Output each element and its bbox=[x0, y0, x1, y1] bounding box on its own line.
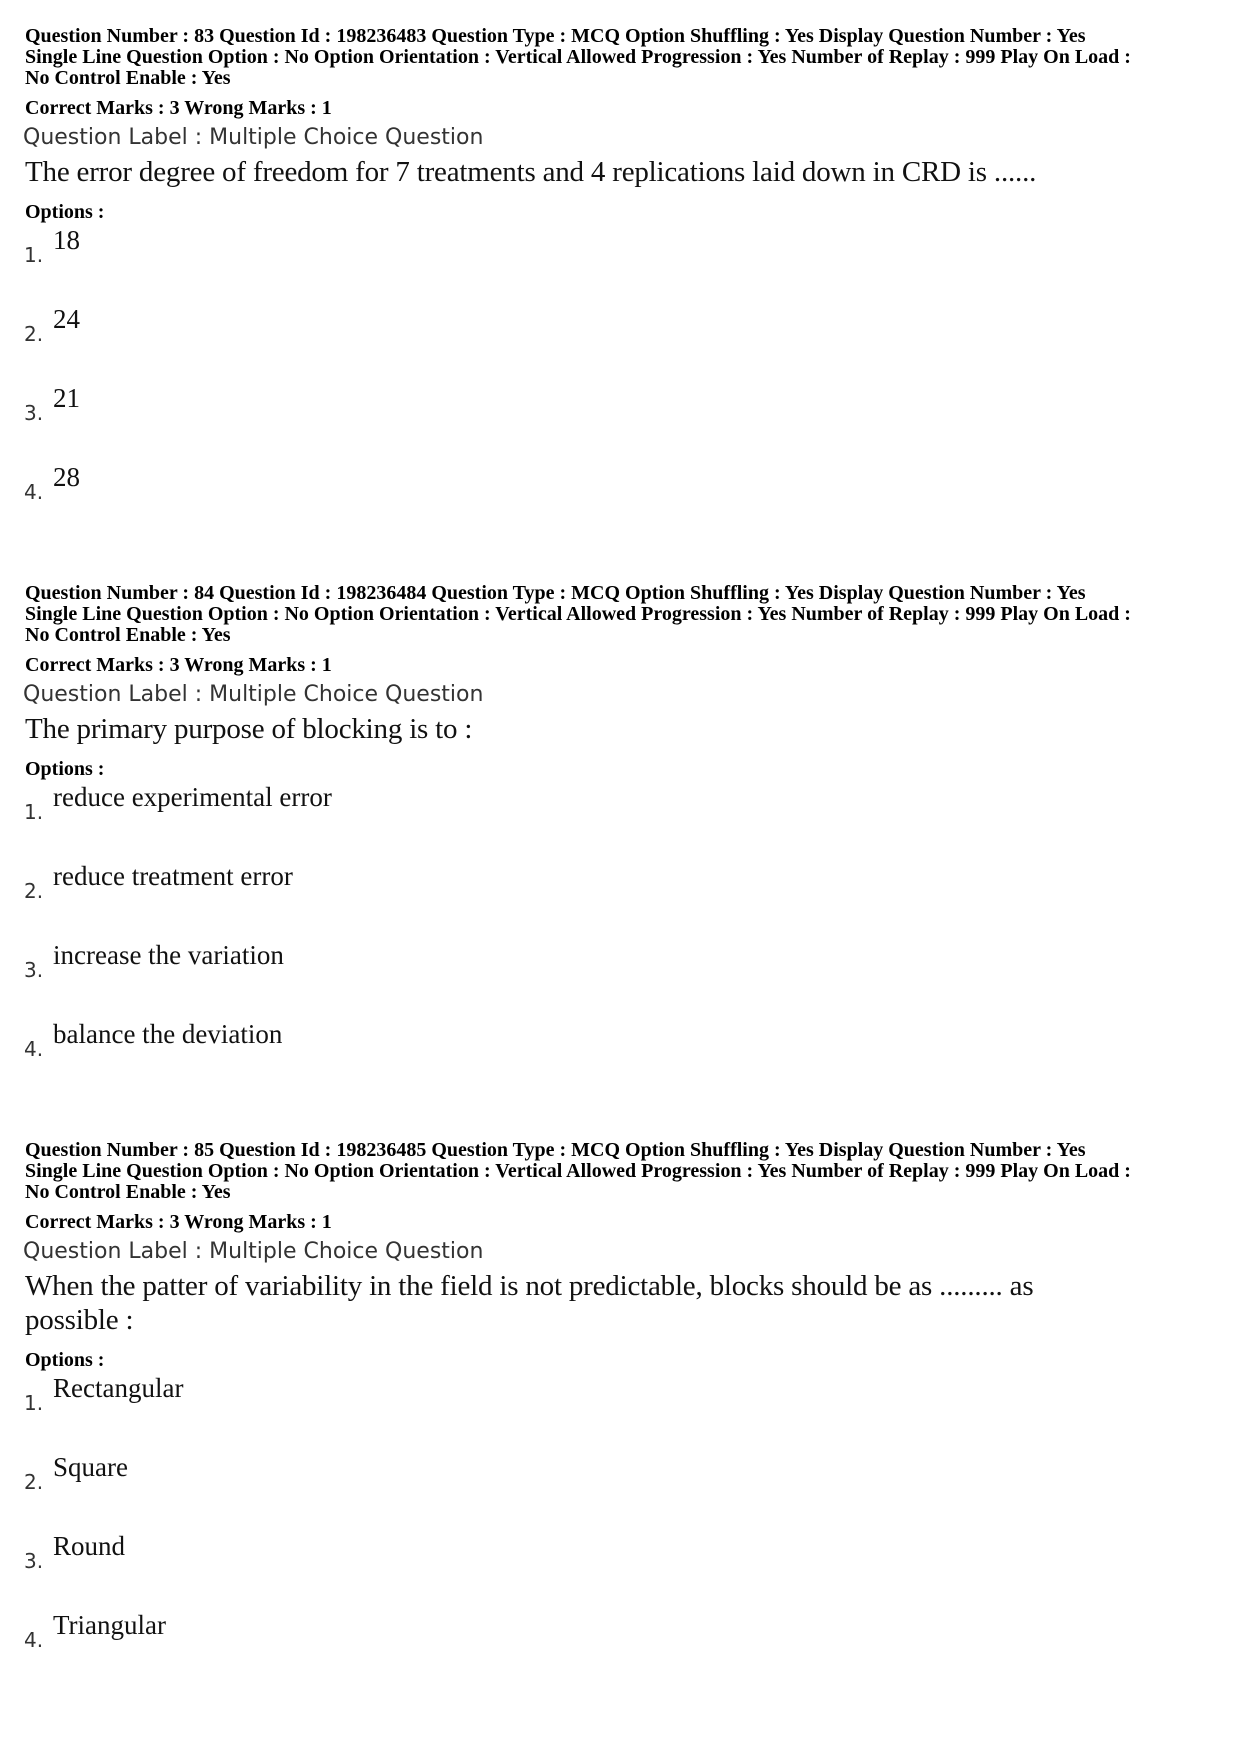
option-number: 2. bbox=[24, 879, 44, 903]
question-meta-line: No Control Enable : Yes bbox=[25, 1181, 231, 1203]
option-3[interactable] bbox=[25, 938, 1225, 1017]
option-4[interactable] bbox=[25, 460, 1225, 539]
option-number: 3. bbox=[24, 1549, 44, 1573]
option-text: Rectangular bbox=[53, 1373, 184, 1403]
option-4[interactable] bbox=[25, 1017, 1225, 1096]
option-2[interactable] bbox=[25, 302, 1225, 381]
question-text-line: possible : bbox=[25, 1304, 134, 1336]
option-text: reduce treatment error bbox=[53, 861, 293, 891]
option-text: balance the deviation bbox=[53, 1019, 283, 1049]
marks-info: Correct Marks : 3 Wrong Marks : 1 bbox=[25, 97, 332, 119]
question-text: The error degree of freedom for 7 treatments and 4 replications laid down in CRD is ...... bbox=[25, 156, 1037, 188]
option-text: 24 bbox=[53, 304, 80, 334]
option-number: 2. bbox=[24, 322, 44, 346]
option-text: Square bbox=[53, 1452, 128, 1482]
question-meta bbox=[25, 26, 1225, 89]
option-1[interactable] bbox=[25, 780, 1225, 859]
question-meta-line: Single Line Question Option : No Option Orientation : Vertical Allowed Progression : Yes Number of Replay : 999 Play On Load : bbox=[25, 46, 1131, 68]
question-label: Question Label : Multiple Choice Question bbox=[23, 125, 484, 150]
option-text: Triangular bbox=[53, 1610, 166, 1640]
question-label: Question Label : Multiple Choice Question bbox=[23, 682, 484, 707]
option-3[interactable] bbox=[25, 381, 1225, 460]
option-2[interactable] bbox=[25, 1450, 1225, 1529]
question-meta-line: No Control Enable : Yes bbox=[25, 67, 231, 89]
question-label: Question Label : Multiple Choice Question bbox=[23, 1239, 484, 1264]
question-block-84 bbox=[25, 583, 1225, 1096]
question-block-85 bbox=[25, 1140, 1225, 1687]
options-heading: Options : bbox=[25, 1349, 105, 1371]
option-text: 28 bbox=[53, 462, 80, 492]
question-text bbox=[25, 1269, 1225, 1337]
option-text: Round bbox=[53, 1531, 126, 1561]
option-number: 3. bbox=[24, 958, 44, 982]
option-4[interactable] bbox=[25, 1608, 1225, 1687]
question-text-line: When the patter of variability in the field is not predictable, blocks should be as ......... as bbox=[25, 1270, 1034, 1302]
option-number: 2. bbox=[24, 1470, 44, 1494]
option-3[interactable] bbox=[25, 1529, 1225, 1608]
question-text: The primary purpose of blocking is to : bbox=[25, 713, 473, 745]
option-number: 1. bbox=[24, 243, 44, 267]
options-heading: Options : bbox=[25, 758, 105, 780]
option-number: 4. bbox=[24, 480, 44, 504]
option-text: reduce experimental error bbox=[53, 782, 332, 812]
options-heading: Options : bbox=[25, 201, 105, 223]
option-number: 3. bbox=[24, 401, 44, 425]
option-number: 4. bbox=[24, 1037, 44, 1061]
question-meta-line: Single Line Question Option : No Option Orientation : Vertical Allowed Progression : Yes Number of Replay : 999 Play On Load : bbox=[25, 603, 1131, 625]
marks-info: Correct Marks : 3 Wrong Marks : 1 bbox=[25, 654, 332, 676]
option-1[interactable] bbox=[25, 223, 1225, 302]
option-number: 1. bbox=[24, 800, 44, 824]
question-meta-line: No Control Enable : Yes bbox=[25, 624, 231, 646]
question-meta bbox=[25, 1140, 1225, 1203]
option-2[interactable] bbox=[25, 859, 1225, 938]
option-text: 21 bbox=[53, 383, 80, 413]
question-block-83 bbox=[25, 26, 1225, 539]
option-number: 1. bbox=[24, 1391, 44, 1415]
option-1[interactable] bbox=[25, 1371, 1225, 1450]
question-meta-line: Question Number : 84 Question Id : 198236484 Question Type : MCQ Option Shuffling : Yes Display Question Number : Yes bbox=[25, 582, 1086, 604]
question-meta bbox=[25, 583, 1225, 646]
option-text: increase the variation bbox=[53, 940, 284, 970]
option-number: 4. bbox=[24, 1628, 44, 1652]
option-text: 18 bbox=[53, 225, 80, 255]
question-meta-line: Question Number : 83 Question Id : 198236483 Question Type : MCQ Option Shuffling : Yes Display Question Number : Yes bbox=[25, 25, 1086, 47]
question-meta-line: Question Number : 85 Question Id : 198236485 Question Type : MCQ Option Shuffling : Yes Display Question Number : Yes bbox=[25, 1139, 1086, 1161]
marks-info: Correct Marks : 3 Wrong Marks : 1 bbox=[25, 1211, 332, 1233]
question-meta-line: Single Line Question Option : No Option Orientation : Vertical Allowed Progression : Yes Number of Replay : 999 Play On Load : bbox=[25, 1160, 1131, 1182]
